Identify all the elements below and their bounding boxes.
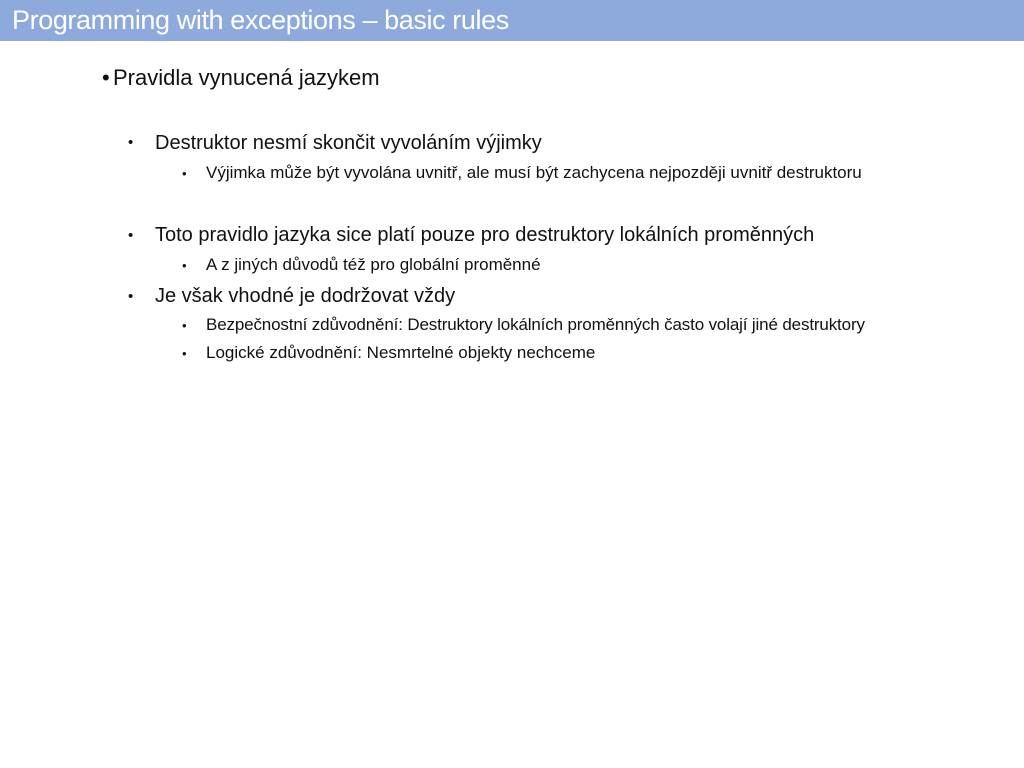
sub-list-item: Logické zdůvodnění: Nesmrtelné objekty nechceme: [206, 343, 596, 362]
list-item: Je však vhodné je dodržovat vždy: [155, 285, 456, 307]
sub-list-item: Výjimka může být vyvolána uvnitř, ale musí být zachycena nejpozději uvnitř destruktoru: [206, 163, 862, 182]
heading-text: Pravidla vynucená jazykem: [113, 65, 380, 90]
bullet-marker: •: [102, 65, 110, 90]
sub-list-item: A z jiných důvodů též pro globální proměnné: [206, 255, 541, 274]
bullet-marker: •: [182, 166, 187, 181]
bullet-marker: •: [182, 318, 187, 333]
bullet-marker: •: [128, 134, 134, 151]
slide-title: Programming with exceptions – basic rules: [12, 5, 509, 35]
bullet-marker: •: [182, 346, 187, 361]
sub-list-item: Bezpečnostní zdůvodnění: Destruktory lokálních proměnných často volají jiné destruktory: [206, 315, 865, 334]
bullet-marker: •: [128, 288, 134, 305]
list-item: Toto pravidlo jazyka sice platí pouze pro destruktory lokálních proměnných: [155, 224, 815, 246]
list-item: Destruktor nesmí skončit vyvoláním výjimky: [155, 132, 542, 154]
bullet-marker: •: [182, 258, 187, 273]
bullet-marker: •: [128, 227, 134, 244]
